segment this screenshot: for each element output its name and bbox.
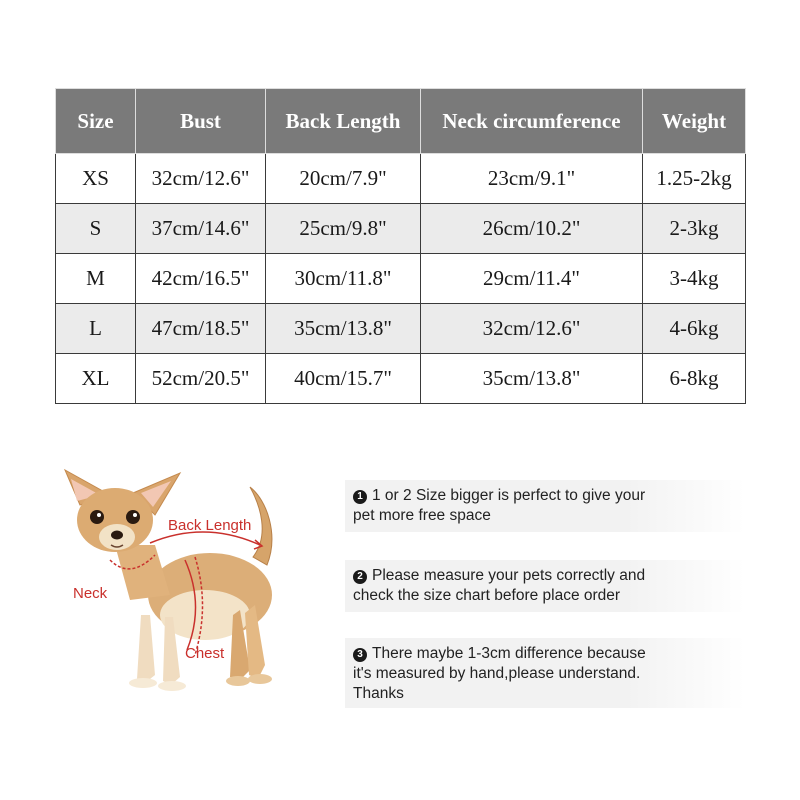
note-3-line-2: it's measured by hand,please understand. [353, 665, 641, 682]
header-bust: Bust [136, 89, 266, 154]
cell-size: M [56, 254, 136, 304]
cell-bust: 42cm/16.5" [136, 254, 266, 304]
table-row [56, 354, 746, 404]
cell-weight: 6-8kg [643, 354, 746, 404]
cell-neck: 35cm/13.8" [421, 354, 643, 404]
note-2 [345, 560, 745, 612]
note-2-line-2: check the size chart before place order [353, 587, 621, 604]
cell-size: XL [56, 354, 136, 404]
note-3 [345, 638, 745, 708]
cell-weight: 1.25-2kg [643, 154, 746, 204]
table-row [56, 254, 746, 304]
cell-size: L [56, 304, 136, 354]
number-3-icon: 3 [353, 648, 367, 662]
cell-bust: 37cm/14.6" [136, 204, 266, 254]
note-2-line-1: Please measure your pets correctly and [372, 567, 646, 584]
note-1-line-2: pet more free space [353, 507, 491, 524]
cell-back-length: 25cm/9.8" [266, 204, 421, 254]
header-size: Size [56, 89, 136, 154]
cell-bust: 52cm/20.5" [136, 354, 266, 404]
cell-weight: 4-6kg [643, 304, 746, 354]
number-2-icon: 2 [353, 570, 367, 584]
cell-weight: 3-4kg [643, 254, 746, 304]
table-header-row [56, 89, 746, 154]
cell-bust: 47cm/18.5" [136, 304, 266, 354]
header-weight: Weight [643, 89, 746, 154]
dog-measurement-diagram [55, 465, 325, 705]
neck-label: Neck [73, 585, 108, 602]
table-row [56, 154, 746, 204]
cell-back-length: 40cm/15.7" [266, 354, 421, 404]
note-3-line-1: There maybe 1-3cm difference because [372, 645, 646, 662]
cell-neck: 29cm/11.4" [421, 254, 643, 304]
cell-back-length: 30cm/11.8" [266, 254, 421, 304]
cell-size: S [56, 204, 136, 254]
cell-size: XS [56, 154, 136, 204]
cell-neck: 26cm/10.2" [421, 204, 643, 254]
size-chart-table [55, 88, 746, 404]
cell-neck: 23cm/9.1" [421, 154, 643, 204]
cell-back-length: 20cm/7.9" [266, 154, 421, 204]
back-length-label: Back Length [168, 517, 252, 534]
chest-label: Chest [185, 645, 225, 662]
table-row [56, 304, 746, 354]
note-3-line-3: Thanks [353, 685, 404, 702]
note-1-line-1: 1 or 2 Size bigger is perfect to give your [372, 487, 646, 504]
note-1 [345, 480, 745, 532]
header-neck-circumference: Neck circumference [421, 89, 643, 154]
number-1-icon: 1 [353, 490, 367, 504]
header-back-length: Back Length [266, 89, 421, 154]
table-row [56, 204, 746, 254]
cell-back-length: 35cm/13.8" [266, 304, 421, 354]
cell-weight: 2-3kg [643, 204, 746, 254]
cell-bust: 32cm/12.6" [136, 154, 266, 204]
cell-neck: 32cm/12.6" [421, 304, 643, 354]
